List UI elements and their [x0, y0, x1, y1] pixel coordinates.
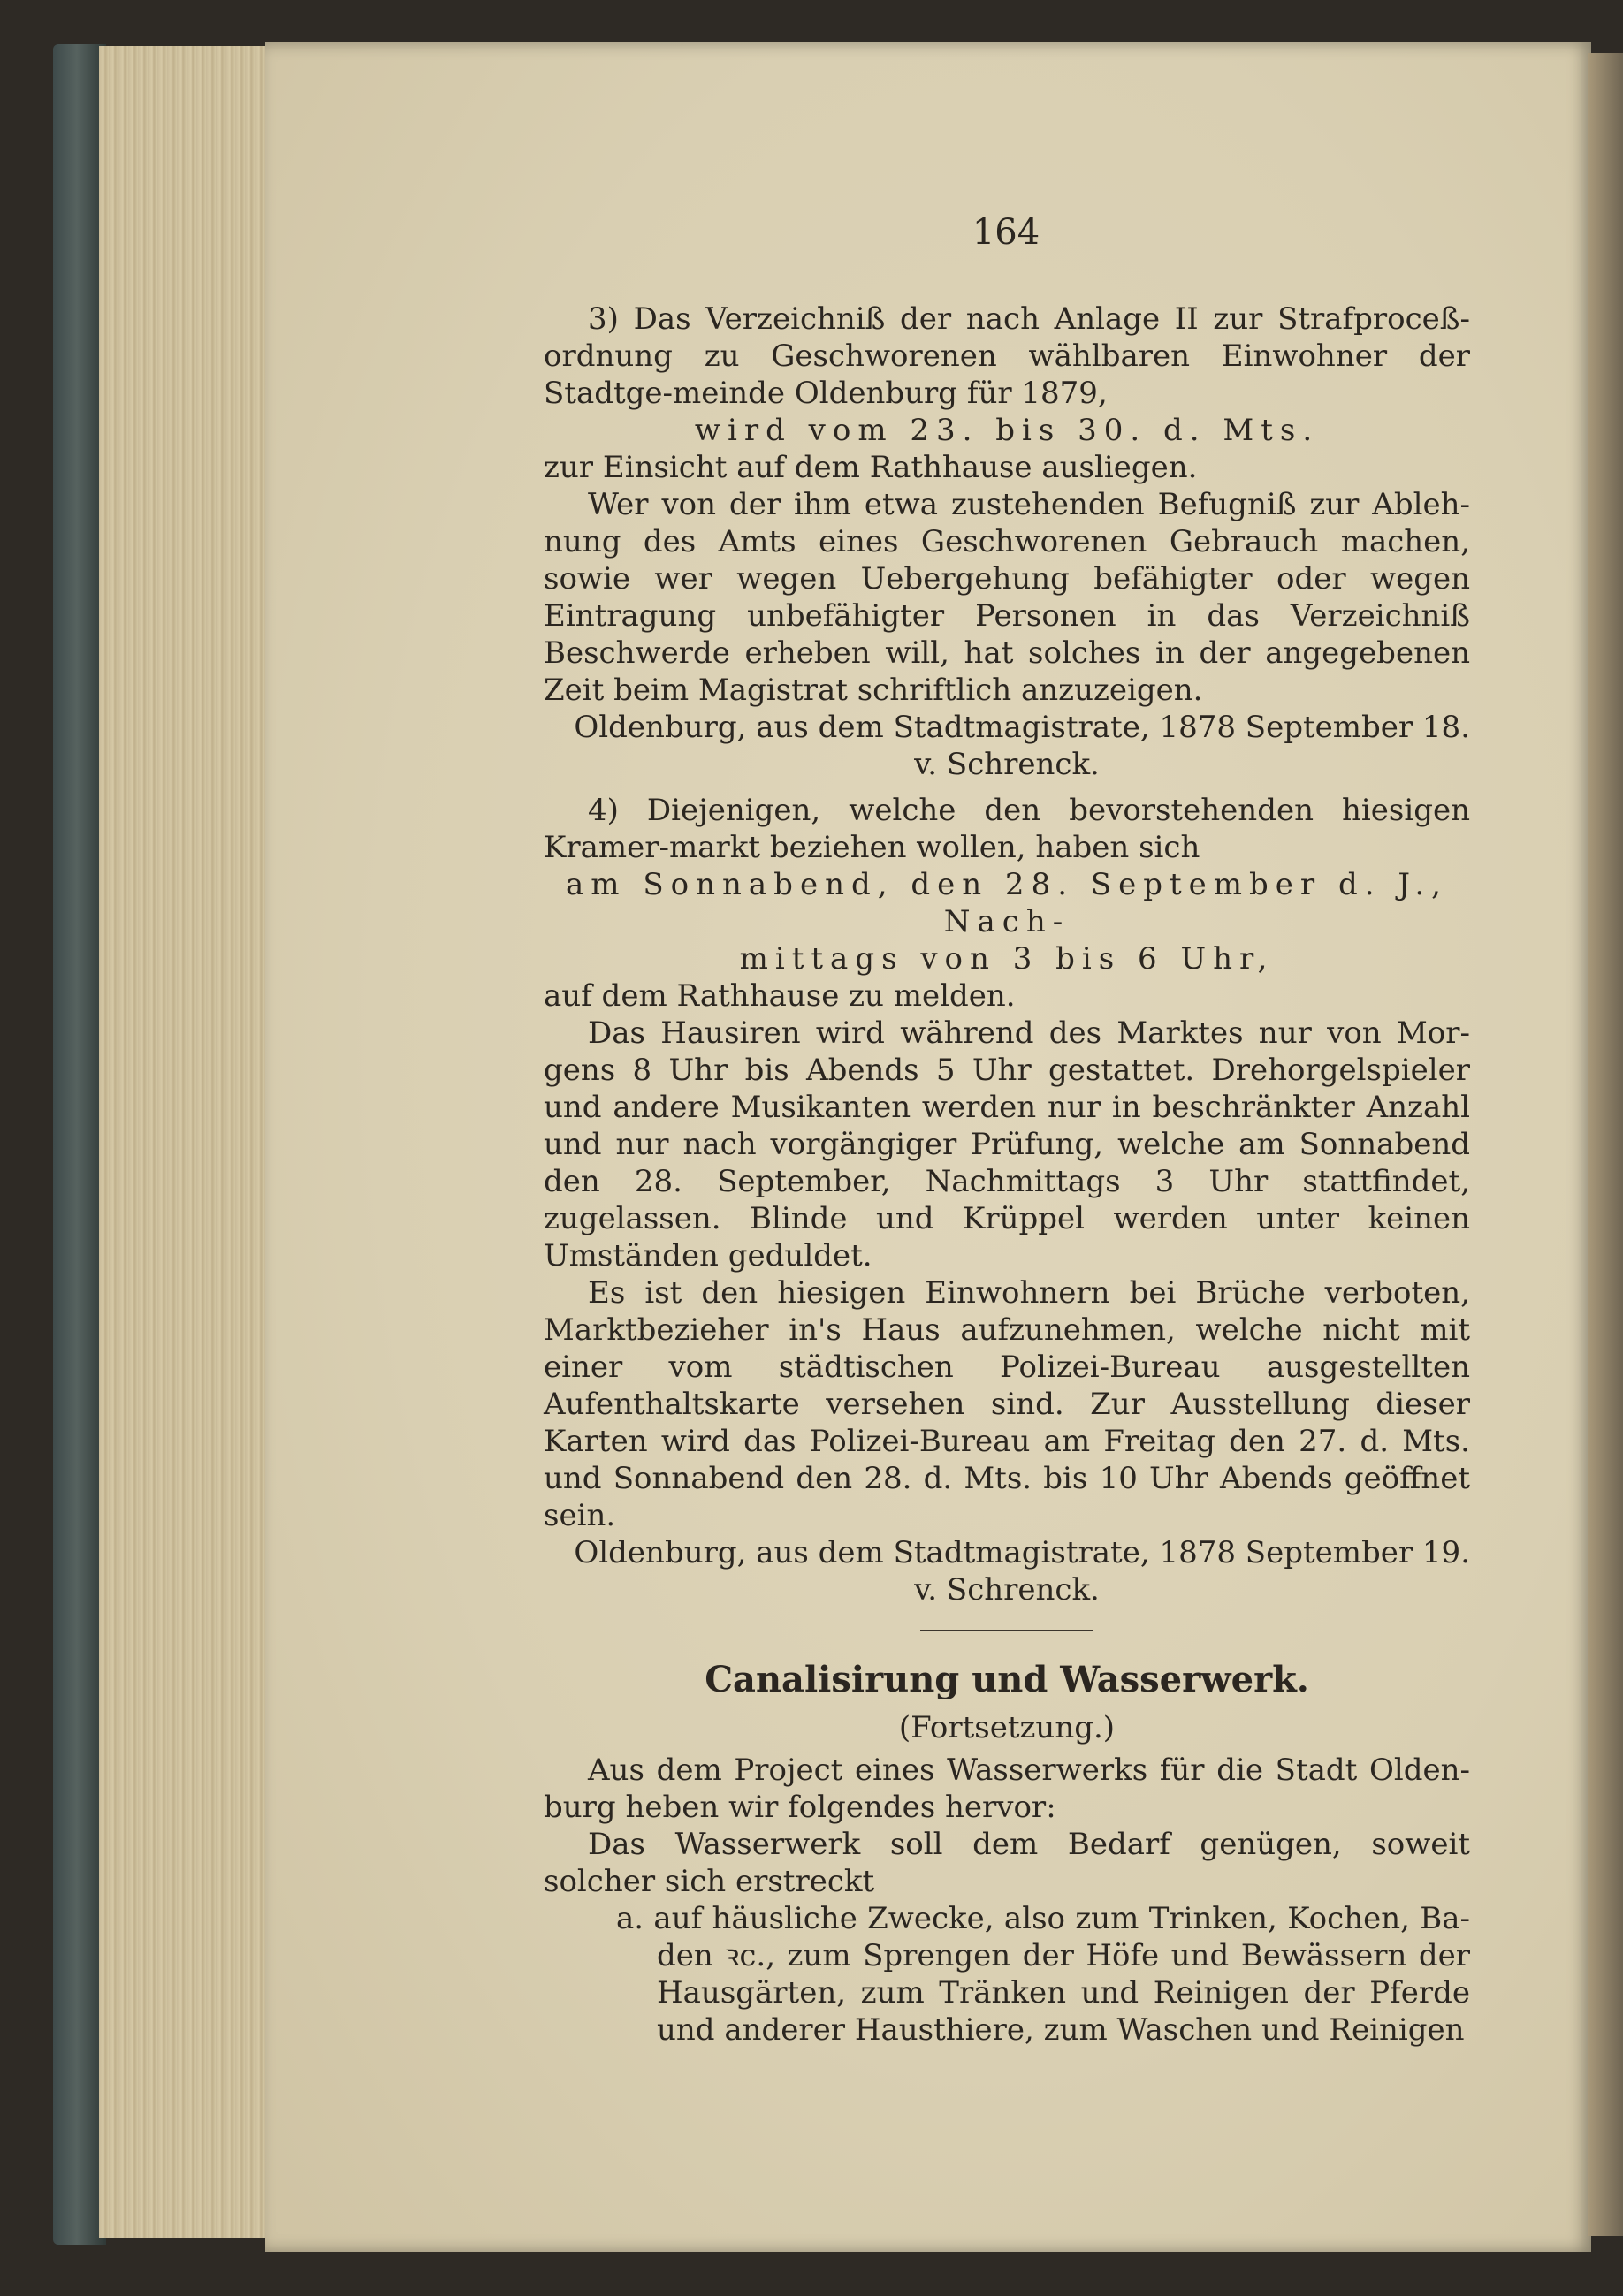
- notice-3-signature: v. Schrenck.: [914, 747, 1100, 782]
- article-title: Canalisirung und Wasserwerk.: [705, 1659, 1309, 1700]
- notice-4-prohibition: Es ist den hiesigen Einwohnern bei Brüche verboten, Marktbezieher in's Haus aufzunehmen, welche nicht mit einer vom städtischen Polizei-Bureau ausgestellten Aufenthaltskarte versehen sind. Zur Ausstellung dieser Karten wird das Polizei-Bureau am Freitag den 27. d. Mts. und Sonnabend den 28. d. Mts. bis 10 Uhr Abends geöffnet sein.: [544, 1275, 1470, 1533]
- notice-4-date-line-1: am Sonnabend, den 28. September d. J., Nach-: [566, 867, 1448, 939]
- notice-4-signature: v. Schrenck.: [914, 1572, 1100, 1608]
- notice-3-place: zur Einsicht auf dem Rathhause ausliegen.: [544, 450, 1198, 485]
- notice-3-dates: wird vom 23. bis 30. d. Mts.: [694, 413, 1320, 448]
- notice-3-body: Wer von der ihm etwa zustehenden Befugniß zur Ableh-nung des Amts eines Geschworenen Gebrauch machen, sowie wer wegen Uebergehung befähigter oder wegen Eintragung unbefähigter Personen in das Verzeichniß Beschwerde erheben will, hat solches in der angegebenen Zeit beim Magistrat schriftlich anzuzeigen.: [544, 487, 1470, 708]
- article-canalisation: [544, 1658, 1470, 2049]
- section-divider: [920, 1630, 1093, 1631]
- notice-3-dateline: Oldenburg, aus dem Stadtmagistrate, 1878 September 18.: [574, 710, 1470, 745]
- notice-4-intro: 4) Diejenigen, welche den bevorstehenden hiesigen Kramer-markt beziehen wollen, haben sich: [544, 793, 1470, 865]
- article-intro: Aus dem Project eines Wasserwerks für die Stadt Olden-burg heben wir folgendes hervor:: [544, 1752, 1470, 1825]
- article-subtitle: (Fortsetzung.): [898, 1710, 1116, 1745]
- notice-4-rules: Das Hausiren wird während des Marktes nur von Mor-gens 8 Uhr bis Abends 5 Uhr gestattet. Drehorgelspieler und andere Musikanten werden nur in beschränkter Anzahl und nur nach vorgängiger Prüfung, welche am Sonnabend den 28. September, Nachmittags 3 Uhr stattfindet, zugelassen. Blinde und Krüppel werden unter keinen Umständen geduldet.: [544, 1015, 1470, 1273]
- notice-3: [544, 300, 1470, 783]
- book-cover-edge: [53, 44, 106, 2245]
- notice-4-dateline: Oldenburg, aus dem Stadtmagistrate, 1878 September 19.: [574, 1535, 1470, 1570]
- page-content: [544, 300, 1470, 2049]
- facing-page-edge: [1588, 53, 1623, 2236]
- notice-3-intro: 3) Das Verzeichniß der nach Anlage II zur Strafproceß-ordnung zu Geschworenen wählbaren Einwohner der Stadtge-meinde Oldenburg für 1879,: [544, 301, 1470, 411]
- page-number: 164: [972, 212, 1040, 253]
- article-item-a: a. auf häusliche Zwecke, also zum Trinken, Kochen, Ba-den ꝛc., zum Sprengen der Höfe und Bewässern der Hausgärten, zum Tränken und Reinigen der Pferde und anderer Hausthiere, zum Waschen und Reinigen: [616, 1901, 1470, 2048]
- article-requirement: Das Wasserwerk soll dem Bedarf genügen, soweit solcher sich erstreckt: [544, 1827, 1470, 1899]
- page-stack-edges: [99, 46, 285, 2238]
- notice-4-date-line-2: mittags von 3 bis 6 Uhr,: [739, 941, 1275, 977]
- notice-4-place: auf dem Rathhause zu melden.: [544, 978, 1016, 1014]
- notice-4: [544, 792, 1470, 1608]
